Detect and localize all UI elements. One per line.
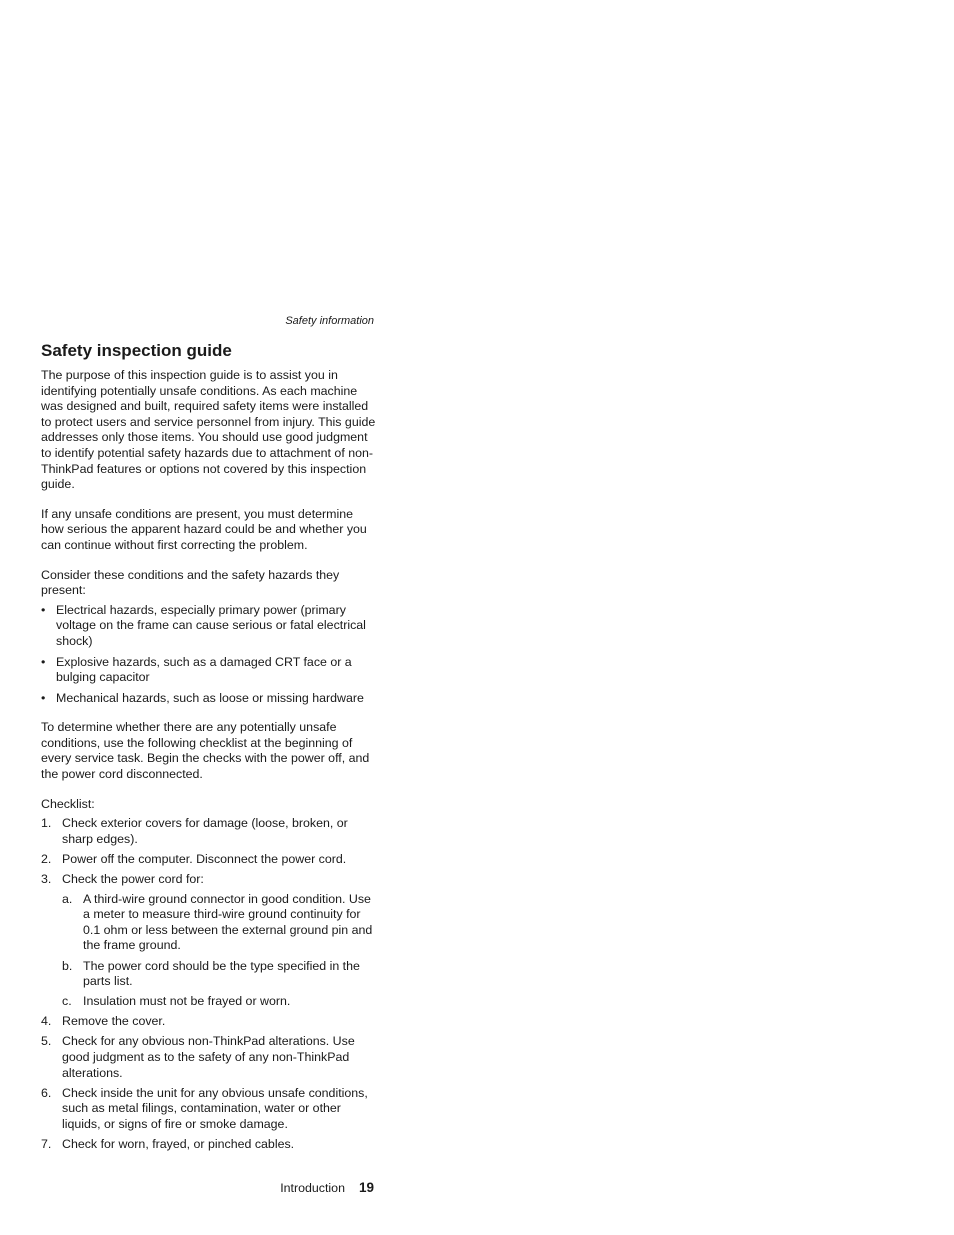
sublist-item — [62, 959, 376, 990]
item-text: Check for any obvious non-ThinkPad alterations. Use good judgment as to the safety of any non-ThinkPad alterations. — [62, 1034, 355, 1080]
section-title: Safety inspection guide — [41, 341, 232, 360]
main-column — [41, 340, 376, 1157]
bullet-marker: • — [41, 654, 46, 669]
checklist-item — [41, 816, 376, 847]
list-item — [41, 691, 376, 707]
item-number: 7. — [41, 1136, 52, 1151]
bullet-marker: • — [41, 602, 46, 617]
checklist-item — [41, 852, 376, 868]
list-item — [41, 655, 376, 686]
item-number: 6. — [41, 1085, 52, 1100]
hazard-text: Electrical hazards, especially primary power (primary voltage on the frame can cause serious or fatal electrical shock) — [56, 602, 366, 648]
sub-item-text: A third-wire ground connector in good condition. Use a meter to measure third-wire ground continuity for 0.1 ohm or less between the external ground pin and the frame ground. — [83, 891, 373, 953]
checklist-intro-paragraph: To determine whether there are any potentially unsafe conditions, use the following checklist at the beginning of every service task. Begin the checks with the power off, and the power cord disconnected. — [41, 720, 370, 782]
page-number: 19 — [358, 1180, 374, 1195]
sub-item-text: Insulation must not be frayed or worn. — [83, 994, 291, 1009]
checklist-label: Checklist: — [41, 796, 95, 811]
checklist — [41, 816, 376, 1152]
sub-item-text: The power cord should be the type specified in the parts list. — [83, 958, 360, 989]
sub-item-letter: a. — [62, 891, 73, 906]
checklist-item — [41, 1034, 376, 1081]
item-text: Power off the computer. Disconnect the power cord. — [62, 851, 347, 866]
list-item — [41, 603, 376, 650]
checklist-item — [41, 1086, 376, 1133]
page-footer — [42, 1180, 374, 1196]
checklist-item — [41, 1137, 376, 1153]
sublist-item — [62, 892, 376, 954]
hazard-list — [41, 603, 376, 707]
intro-paragraph: The purpose of this inspection guide is to assist you in identifying potentially unsafe conditions. As each machine was designed and built, required safety items were installed to protect users and service personnel from injury. This guide addresses only those items. You should use good judgment to identify potential safety hazards due to attachment of non-ThinkPad features or options not covered by this inspection guide. — [41, 368, 376, 492]
item-text: Check exterior covers for damage (loose, broken, or sharp edges). — [62, 816, 348, 846]
bullet-marker: • — [41, 690, 46, 705]
item-text: Check for worn, frayed, or pinched cables. — [62, 1136, 295, 1151]
hazard-text: Explosive hazards, such as a damaged CRT face or a bulging capacitor — [56, 654, 352, 685]
item-number: 5. — [41, 1034, 52, 1049]
running-header: Safety information — [285, 315, 374, 327]
item-text: Remove the cover. — [62, 1014, 166, 1029]
checklist-item — [41, 872, 376, 1010]
sublist-item — [62, 994, 376, 1010]
item-number: 2. — [41, 851, 52, 866]
item-text: Check the power cord for: — [62, 872, 204, 887]
hazard-text: Mechanical hazards, such as loose or missing hardware — [56, 690, 364, 705]
footer-chapter: Introduction — [280, 1181, 345, 1195]
hazards-intro-paragraph: Consider these conditions and the safety hazards they present: — [41, 567, 340, 598]
item-number: 3. — [41, 872, 52, 887]
power-cord-sublist — [62, 892, 376, 1010]
checklist-item — [41, 1014, 376, 1030]
item-number: 4. — [41, 1014, 52, 1029]
item-number: 1. — [41, 816, 52, 831]
assessment-paragraph: If any unsafe conditions are present, you must determine how serious the apparent hazard could be and whether you can continue without first correcting the problem. — [41, 506, 367, 552]
item-text: Check inside the unit for any obvious unsafe conditions, such as metal filings, contamination, water or other liquids, or signs of fire or smoke damage. — [62, 1085, 368, 1131]
sub-item-letter: c. — [62, 994, 72, 1009]
sub-item-letter: b. — [62, 958, 73, 973]
